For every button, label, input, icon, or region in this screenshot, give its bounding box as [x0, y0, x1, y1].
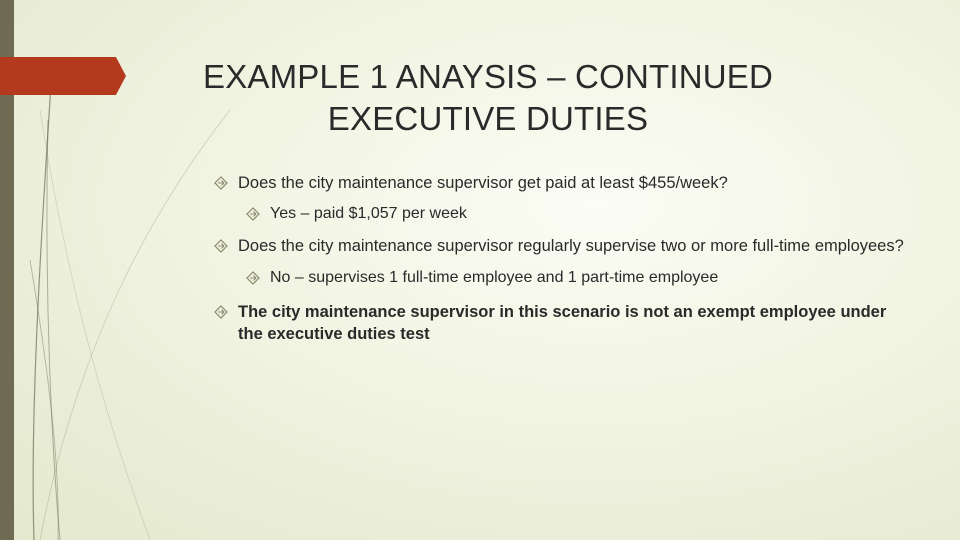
bullet-text: The city maintenance supervisor in this scenario is not an exempt employee under the executive duties test	[238, 303, 887, 343]
bullet-item-conclusion	[214, 301, 914, 345]
diamond-bullet-icon	[214, 239, 228, 253]
slide-title	[200, 56, 776, 140]
sub-bullet-text: No – supervises 1 full-time employee and 1 part-time employee	[270, 269, 719, 286]
diamond-bullet-icon	[246, 271, 260, 285]
sub-bullet-item	[246, 267, 914, 289]
diamond-bullet-icon	[214, 176, 228, 190]
bullet-text: Does the city maintenance supervisor get paid at least $455/week?	[238, 174, 728, 192]
bullet-text: Does the city maintenance supervisor regularly supervise two or more full-time employees?	[238, 237, 904, 255]
bullet-item	[214, 235, 914, 257]
diamond-bullet-icon	[246, 207, 260, 221]
bullet-list	[214, 172, 914, 355]
sub-bullet-item	[246, 203, 914, 225]
title-line-1: EXAMPLE 1 ANAYSIS – CONTINUED	[202, 58, 774, 95]
diamond-bullet-icon	[214, 305, 228, 319]
title-line-2: EXECUTIVE DUTIES	[327, 100, 649, 137]
sub-bullet-text: Yes – paid $1,057 per week	[270, 205, 467, 222]
title-tab-arrow	[0, 57, 126, 95]
bullet-item	[214, 172, 914, 194]
